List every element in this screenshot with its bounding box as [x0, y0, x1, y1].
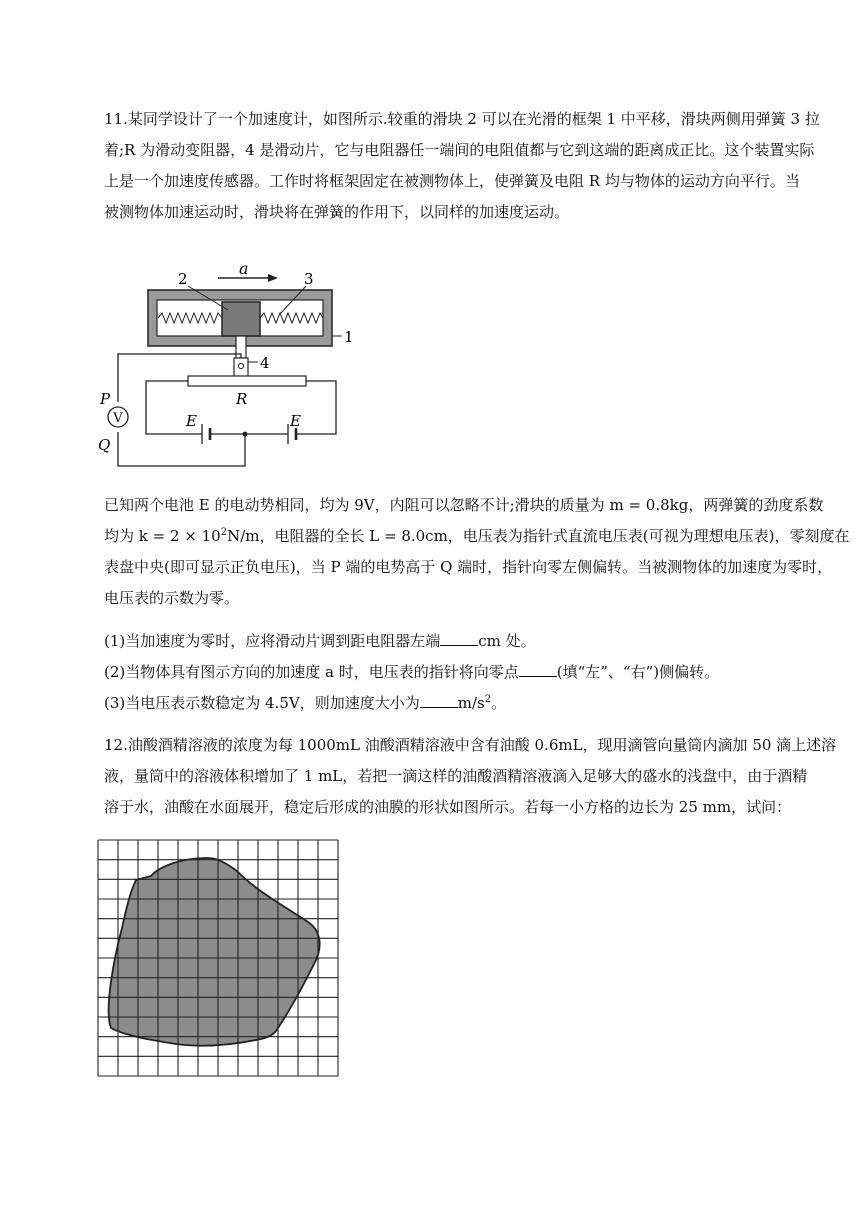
q11-given-line-2	[104, 521, 850, 552]
voltmeter-label: V	[113, 411, 123, 426]
q11-sub-3-text: (3)当电压表示数稳定为 4.5V，则加速度大小为	[104, 694, 420, 712]
q11-intro-line: 着;R 为滑动变阻器，4 是滑动片，它与电阻器任一端间的电阻值都与它到这端的距离成正比。这个装置实际	[104, 141, 815, 159]
q11-sub-3	[104, 688, 784, 719]
q11-given-line: 表盘中央(即可显示正负电压)，当 P 端的电势高于 Q 端时，指针向零左侧偏转。当被测物体的加速度为零时，	[104, 558, 833, 576]
q11-sub-1-text: (1)当加速度为零时，应将滑动片调到距电阻器左端	[104, 632, 441, 650]
wire-R-right	[296, 381, 336, 434]
oil-film-figure	[96, 838, 344, 1080]
accelerometer-figure	[92, 258, 362, 473]
label-R: R	[236, 390, 248, 408]
label-1: 1	[344, 328, 354, 346]
q11-given-line: 已知两个电池 E 的电动势相同，均为 9V，内阻可以忽略不计;滑块的质量为 m = 0.8kg，两弹簧的劲度系数	[104, 496, 824, 514]
label-E-right: E	[290, 412, 301, 430]
q12-line: 溶于水，油酸在水面展开，稳定后形成的油膜的形状如图所示。若每一小方格的边长为 25 mm，试问：	[104, 798, 792, 816]
label-Q: Q	[98, 436, 111, 454]
q11-sub-3-end: 。	[491, 694, 507, 712]
q11-given-line-2-pre: 均为 k = 2 × 10	[104, 527, 221, 545]
answer-blank-3[interactable]	[420, 693, 458, 708]
answer-blank-1[interactable]	[440, 631, 478, 646]
q11-sub-2-text: (2)当物体具有图示方向的加速度 a 时，电压表的指针将向零点	[104, 663, 519, 681]
slider-block	[222, 302, 260, 336]
label-a: a	[239, 259, 249, 278]
accelerometer-diagram	[92, 258, 362, 473]
q11-exponent: 2	[220, 527, 228, 538]
label-3: 3	[304, 270, 314, 288]
q12-line: 12.油酸酒精溶液的浓度为每 1000mL 油酸酒精溶液中含有油酸 0.6mL，现用滴管向量筒内滴加 50 滴上述溶	[104, 736, 837, 754]
label-4: 4	[260, 354, 270, 372]
q11-sub-3-exponent: 2	[484, 694, 492, 705]
q12-line: 液，量筒中的溶液体积增加了 1 mL，若把一滴这样的油酸酒精溶液滴入足够大的盛水的浅盘中，由于酒精	[104, 767, 808, 785]
resistor-bar	[188, 376, 306, 386]
accel-arrow-head	[268, 274, 278, 282]
q11-given-line-2-post: N/m，电阻器的全长 L = 8.0cm，电压表为指针式直流电压表(可视为理想电压表)，零刻度在	[227, 527, 850, 545]
wiper-contact	[238, 363, 243, 368]
q11-intro-line: 11.某同学设计了一个加速度计，如图所示.较重的滑块 2 可以在光滑的框架 1 中平移，滑块两侧用弹簧 3 拉	[104, 110, 820, 128]
q11-given-line: 电压表的示数为零。	[104, 589, 240, 607]
answer-blank-2[interactable]	[519, 662, 557, 677]
label-E-left: E	[186, 412, 197, 430]
grid-lines	[98, 840, 338, 1076]
q11-intro-line: 被测物体加速运动时，滑块将在弹簧的作用下，以同样的加速度运动。	[104, 203, 570, 221]
q11-sub-1-unit: cm 处。	[478, 632, 536, 650]
q11-subquestions	[104, 626, 784, 719]
label-2: 2	[178, 270, 188, 288]
label-P: P	[100, 390, 111, 408]
q12-text	[104, 730, 837, 823]
q11-intro-line: 上是一个加速度传感器。工作时将框架固定在被测物体上，使弹簧及电阻 R 均与物体的运动方向平行。当	[104, 172, 800, 190]
q11-sub-3-unit: m/s	[457, 694, 485, 712]
q11-intro	[104, 104, 820, 228]
q11-sub-2	[104, 657, 784, 688]
oil-film-grid	[96, 838, 344, 1080]
q11-sub-2-hint: (填“左”、“右”)侧偏转。	[556, 663, 720, 681]
q11-sub-1	[104, 626, 784, 657]
q11-given	[104, 490, 850, 614]
wire-junction-Q	[118, 432, 245, 466]
